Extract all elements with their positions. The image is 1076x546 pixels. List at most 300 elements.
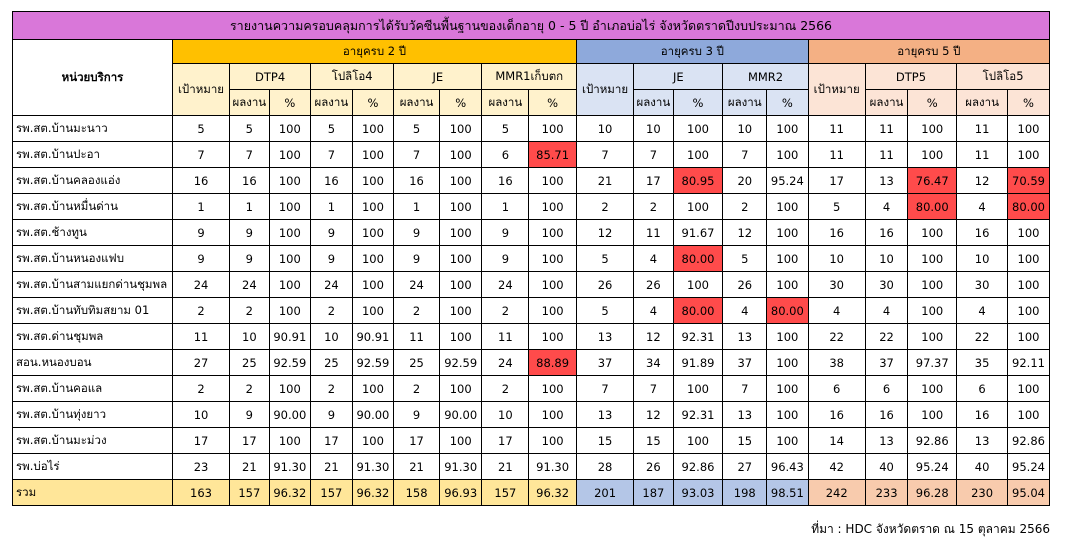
pct-cell: 100 (439, 220, 482, 246)
count-cell: 38 (808, 350, 865, 376)
table-row (13, 246, 1050, 272)
table-row (13, 116, 1050, 142)
pct-cell: 100 (352, 428, 394, 454)
group-age-2: อายุครบ 2 ปี (172, 40, 576, 64)
total-cell: 93.03 (673, 480, 723, 506)
pct-cell: 100 (1008, 246, 1050, 272)
pct-cell: 100 (673, 116, 723, 142)
pct-cell: 92.86 (673, 454, 723, 480)
count-cell: 4 (634, 246, 673, 272)
count-cell: 2 (482, 376, 529, 402)
result-header: ผลงาน (634, 90, 673, 116)
count-cell: 42 (808, 454, 865, 480)
unit-name: รพ.สต.บ้านหนองแฟบ (13, 246, 173, 272)
count-cell: 7 (394, 142, 440, 168)
count-cell: 21 (311, 454, 353, 480)
table-row (13, 350, 1050, 376)
pct-cell: 100 (269, 194, 311, 220)
count-cell: 7 (577, 142, 634, 168)
count-cell: 4 (865, 298, 908, 324)
count-cell: 9 (482, 220, 529, 246)
count-cell: 26 (577, 272, 634, 298)
count-cell: 16 (957, 402, 1008, 428)
unit-name: รพ.สต.ด่านชุมพล (13, 324, 173, 350)
total-cell: 96.32 (529, 480, 577, 506)
pct-cell: 92.86 (1008, 428, 1050, 454)
pct-cell: 100 (673, 376, 723, 402)
count-cell: 15 (577, 428, 634, 454)
unit-name: รพ.บ่อไร่ (13, 454, 173, 480)
count-cell: 40 (865, 454, 908, 480)
pct-cell: 100 (352, 116, 394, 142)
pct-cell: 100 (529, 116, 577, 142)
count-cell: 4 (865, 194, 908, 220)
count-cell: 6 (808, 376, 865, 402)
count-cell: 15 (723, 428, 767, 454)
vaccine-header-je-age3: JE (634, 64, 723, 90)
pct-cell: 100 (529, 428, 577, 454)
total-cell: 230 (957, 480, 1008, 506)
count-cell: 11 (957, 142, 1008, 168)
pct-cell: 100 (767, 324, 809, 350)
pct-cell: 80.00 (767, 298, 809, 324)
count-cell: 24 (394, 272, 440, 298)
pct-cell: 100 (767, 246, 809, 272)
count-cell: 7 (172, 142, 229, 168)
pct-header: % (1008, 90, 1050, 116)
count-cell: 30 (865, 272, 908, 298)
vaccine-header-je-age2: JE (394, 64, 482, 90)
pct-cell: 100 (439, 376, 482, 402)
pct-cell: 100 (908, 376, 957, 402)
pct-cell: 100 (352, 168, 394, 194)
vaccine-header-mmr1: MMR1เก็บตก (482, 64, 577, 90)
total-cell: 98.51 (767, 480, 809, 506)
target-header-age3: เป้าหมาย (577, 64, 634, 116)
pct-cell: 100 (352, 220, 394, 246)
count-cell: 27 (723, 454, 767, 480)
total-cell: 96.28 (908, 480, 957, 506)
count-cell: 17 (482, 428, 529, 454)
pct-cell: 100 (1008, 116, 1050, 142)
count-cell: 4 (957, 194, 1008, 220)
table-row (13, 194, 1050, 220)
count-cell: 11 (482, 324, 529, 350)
count-cell: 1 (230, 194, 269, 220)
count-cell: 6 (957, 376, 1008, 402)
pct-header: % (352, 90, 394, 116)
group-age-5: อายุครบ 5 ปี (808, 40, 1049, 64)
unit-name: รพ.สต.บ้านหมื่นด่าน (13, 194, 173, 220)
pct-cell: 100 (439, 428, 482, 454)
pct-cell: 100 (908, 142, 957, 168)
pct-cell: 100 (269, 272, 311, 298)
unit-name: รพ.สต.บ้านมะม่วง (13, 428, 173, 454)
count-cell: 35 (957, 350, 1008, 376)
vaccine-header-polio5: โปลิโอ5 (957, 64, 1050, 90)
pct-cell: 100 (269, 376, 311, 402)
pct-cell: 100 (673, 142, 723, 168)
total-label: รวม (13, 480, 173, 506)
pct-cell: 95.24 (767, 168, 809, 194)
count-cell: 10 (865, 246, 908, 272)
count-cell: 4 (808, 298, 865, 324)
pct-cell: 100 (529, 220, 577, 246)
pct-cell: 100 (529, 194, 577, 220)
count-cell: 16 (230, 168, 269, 194)
count-cell: 2 (394, 298, 440, 324)
pct-cell: 100 (269, 428, 311, 454)
pct-cell: 80.95 (673, 168, 723, 194)
result-header: ผลงาน (230, 90, 269, 116)
pct-cell: 100 (439, 116, 482, 142)
pct-cell: 91.30 (269, 454, 311, 480)
count-cell: 5 (394, 116, 440, 142)
report-container (12, 11, 1050, 507)
pct-cell: 92.11 (1008, 350, 1050, 376)
report-title: รายงานความครอบคลุมการได้รับวัคซีนพื้นฐานของเด็กอายุ 0 - 5 ปี อำเภอบ่อไร่ จังหวัดตราดปีงบประมาณ 2566 (13, 12, 1050, 40)
count-cell: 9 (311, 220, 353, 246)
count-cell: 24 (482, 350, 529, 376)
pct-cell: 100 (352, 376, 394, 402)
count-cell: 9 (482, 246, 529, 272)
count-cell: 13 (723, 402, 767, 428)
total-cell: 96.93 (439, 480, 482, 506)
pct-cell: 100 (269, 116, 311, 142)
count-cell: 11 (808, 142, 865, 168)
count-cell: 2 (577, 194, 634, 220)
count-cell: 10 (230, 324, 269, 350)
pct-cell: 80.00 (1008, 194, 1050, 220)
pct-cell: 100 (767, 116, 809, 142)
pct-cell: 100 (352, 142, 394, 168)
count-cell: 22 (808, 324, 865, 350)
count-cell: 7 (723, 142, 767, 168)
count-cell: 6 (865, 376, 908, 402)
result-header: ผลงาน (957, 90, 1008, 116)
pct-cell: 91.89 (673, 350, 723, 376)
pct-header: % (767, 90, 809, 116)
count-cell: 5 (230, 116, 269, 142)
count-cell: 1 (394, 194, 440, 220)
count-cell: 2 (311, 298, 353, 324)
total-cell: 242 (808, 480, 865, 506)
pct-cell: 100 (1008, 272, 1050, 298)
count-cell: 22 (865, 324, 908, 350)
pct-cell: 100 (529, 298, 577, 324)
pct-cell: 100 (767, 194, 809, 220)
count-cell: 11 (172, 324, 229, 350)
pct-cell: 92.31 (673, 402, 723, 428)
result-header: ผลงาน (723, 90, 767, 116)
total-cell: 187 (634, 480, 673, 506)
pct-cell: 100 (439, 324, 482, 350)
total-cell: 95.04 (1008, 480, 1050, 506)
pct-cell: 97.37 (908, 350, 957, 376)
pct-cell: 100 (767, 428, 809, 454)
pct-cell: 80.00 (673, 246, 723, 272)
vaccine-header-dtp5: DTP5 (865, 64, 956, 90)
count-cell: 13 (577, 402, 634, 428)
table-row (13, 402, 1050, 428)
pct-cell: 100 (908, 402, 957, 428)
count-cell: 9 (230, 246, 269, 272)
count-cell: 2 (230, 376, 269, 402)
pct-cell: 100 (908, 298, 957, 324)
pct-cell: 80.00 (673, 298, 723, 324)
count-cell: 2 (723, 194, 767, 220)
pct-cell: 90.00 (352, 402, 394, 428)
pct-cell: 100 (529, 168, 577, 194)
pct-cell: 100 (767, 350, 809, 376)
pct-cell: 92.59 (352, 350, 394, 376)
count-cell: 7 (230, 142, 269, 168)
pct-cell: 100 (529, 272, 577, 298)
pct-cell: 100 (908, 220, 957, 246)
count-cell: 2 (482, 298, 529, 324)
count-cell: 21 (394, 454, 440, 480)
count-cell: 2 (634, 194, 673, 220)
pct-cell: 90.00 (439, 402, 482, 428)
unit-name: รพ.สต.บ้านทุ่งยาว (13, 402, 173, 428)
pct-cell: 92.86 (908, 428, 957, 454)
count-cell: 13 (865, 428, 908, 454)
pct-cell: 95.24 (908, 454, 957, 480)
count-cell: 26 (723, 272, 767, 298)
count-cell: 37 (723, 350, 767, 376)
count-cell: 5 (577, 298, 634, 324)
pct-cell: 100 (767, 220, 809, 246)
pct-cell: 100 (352, 272, 394, 298)
pct-cell: 92.59 (269, 350, 311, 376)
count-cell: 2 (172, 298, 229, 324)
pct-cell: 100 (767, 376, 809, 402)
pct-cell: 100 (908, 246, 957, 272)
pct-header: % (269, 90, 311, 116)
pct-cell: 100 (439, 246, 482, 272)
count-cell: 12 (723, 220, 767, 246)
count-cell: 40 (957, 454, 1008, 480)
pct-cell: 100 (529, 402, 577, 428)
count-cell: 10 (957, 246, 1008, 272)
count-cell: 7 (311, 142, 353, 168)
pct-cell: 100 (673, 194, 723, 220)
pct-header: % (439, 90, 482, 116)
count-cell: 9 (230, 402, 269, 428)
pct-cell: 100 (767, 402, 809, 428)
unit-name: รพ.สต.บ้านมะนาว (13, 116, 173, 142)
pct-cell: 100 (1008, 298, 1050, 324)
unit-name: รพ.สต.ช้างทูน (13, 220, 173, 246)
pct-cell: 100 (908, 324, 957, 350)
table-row (13, 272, 1050, 298)
count-cell: 21 (230, 454, 269, 480)
count-cell: 25 (311, 350, 353, 376)
count-cell: 26 (634, 454, 673, 480)
total-cell: 158 (394, 480, 440, 506)
unit-name: รพ.สต.บ้านทับทิมสยาม 01 (13, 298, 173, 324)
count-cell: 13 (577, 324, 634, 350)
count-cell: 17 (230, 428, 269, 454)
unit-name: สอน.หนองบอน (13, 350, 173, 376)
count-cell: 9 (394, 246, 440, 272)
count-cell: 11 (634, 220, 673, 246)
total-cell: 157 (230, 480, 269, 506)
table-row (13, 376, 1050, 402)
pct-cell: 90.91 (269, 324, 311, 350)
pct-cell: 90.91 (352, 324, 394, 350)
count-cell: 25 (230, 350, 269, 376)
pct-cell: 100 (1008, 220, 1050, 246)
pct-header: % (908, 90, 957, 116)
total-cell: 163 (172, 480, 229, 506)
total-cell: 198 (723, 480, 767, 506)
pct-cell: 100 (767, 272, 809, 298)
total-cell: 157 (482, 480, 529, 506)
pct-cell: 100 (908, 272, 957, 298)
pct-cell: 92.31 (673, 324, 723, 350)
count-cell: 2 (311, 376, 353, 402)
count-cell: 24 (172, 272, 229, 298)
pct-header: % (529, 90, 577, 116)
count-cell: 5 (577, 246, 634, 272)
total-cell: 96.32 (269, 480, 311, 506)
result-header: ผลงาน (311, 90, 353, 116)
count-cell: 10 (723, 116, 767, 142)
count-cell: 10 (808, 246, 865, 272)
count-cell: 21 (482, 454, 529, 480)
count-cell: 24 (482, 272, 529, 298)
count-cell: 16 (957, 220, 1008, 246)
count-cell: 37 (865, 350, 908, 376)
count-cell: 5 (311, 116, 353, 142)
count-cell: 21 (577, 168, 634, 194)
count-cell: 9 (394, 402, 440, 428)
vaccine-header-mmr2: MMR2 (723, 64, 808, 90)
unit-name: รพ.สต.บ้านปะอา (13, 142, 173, 168)
count-cell: 7 (634, 142, 673, 168)
result-header: ผลงาน (865, 90, 908, 116)
count-cell: 34 (634, 350, 673, 376)
pct-cell: 100 (352, 194, 394, 220)
count-cell: 26 (634, 272, 673, 298)
pct-cell: 91.30 (439, 454, 482, 480)
pct-cell: 100 (439, 168, 482, 194)
pct-cell: 100 (269, 142, 311, 168)
count-cell: 7 (634, 376, 673, 402)
count-cell: 4 (957, 298, 1008, 324)
target-header-age5: เป้าหมาย (808, 64, 865, 116)
count-cell: 16 (394, 168, 440, 194)
pct-cell: 100 (269, 246, 311, 272)
pct-cell: 100 (269, 298, 311, 324)
pct-cell: 91.30 (529, 454, 577, 480)
pct-cell: 100 (439, 272, 482, 298)
count-cell: 17 (172, 428, 229, 454)
count-cell: 1 (172, 194, 229, 220)
pct-cell: 100 (767, 142, 809, 168)
target-header-age2: เป้าหมาย (172, 64, 229, 116)
count-cell: 11 (394, 324, 440, 350)
count-cell: 13 (723, 324, 767, 350)
count-cell: 11 (808, 116, 865, 142)
count-cell: 37 (577, 350, 634, 376)
count-cell: 17 (311, 428, 353, 454)
pct-cell: 100 (1008, 376, 1050, 402)
count-cell: 9 (172, 220, 229, 246)
count-cell: 12 (577, 220, 634, 246)
count-cell: 9 (172, 246, 229, 272)
count-cell: 16 (311, 168, 353, 194)
pct-cell: 100 (673, 272, 723, 298)
pct-cell: 91.67 (673, 220, 723, 246)
count-cell: 10 (311, 324, 353, 350)
pct-cell: 100 (439, 194, 482, 220)
group-age-3: อายุครบ 3 ปี (577, 40, 809, 64)
count-cell: 17 (634, 168, 673, 194)
pct-cell: 100 (673, 428, 723, 454)
total-cell: 157 (311, 480, 353, 506)
count-cell: 15 (634, 428, 673, 454)
count-cell: 9 (311, 402, 353, 428)
unit-name: รพ.สต.บ้านคอแล (13, 376, 173, 402)
coverage-table (12, 11, 1050, 506)
count-cell: 12 (634, 402, 673, 428)
count-cell: 16 (482, 168, 529, 194)
table-row (13, 428, 1050, 454)
count-cell: 5 (172, 116, 229, 142)
pct-cell: 100 (439, 142, 482, 168)
count-cell: 24 (230, 272, 269, 298)
count-cell: 16 (808, 220, 865, 246)
count-cell: 10 (172, 402, 229, 428)
count-cell: 28 (577, 454, 634, 480)
count-cell: 10 (634, 116, 673, 142)
count-cell: 13 (865, 168, 908, 194)
pct-cell: 91.30 (352, 454, 394, 480)
count-cell: 11 (957, 116, 1008, 142)
result-header: ผลงาน (482, 90, 529, 116)
pct-cell: 100 (529, 376, 577, 402)
count-cell: 6 (482, 142, 529, 168)
unit-name: รพ.สต.บ้านคลองแอ่ง (13, 168, 173, 194)
count-cell: 11 (865, 116, 908, 142)
count-cell: 22 (957, 324, 1008, 350)
pct-cell: 95.24 (1008, 454, 1050, 480)
count-cell: 16 (865, 402, 908, 428)
pct-cell: 100 (269, 168, 311, 194)
count-cell: 9 (311, 246, 353, 272)
count-cell: 2 (230, 298, 269, 324)
count-cell: 20 (723, 168, 767, 194)
pct-cell: 70.59 (1008, 168, 1050, 194)
count-cell: 10 (577, 116, 634, 142)
pct-cell: 76.47 (908, 168, 957, 194)
count-cell: 7 (723, 376, 767, 402)
table-row (13, 168, 1050, 194)
count-cell: 7 (577, 376, 634, 402)
count-cell: 24 (311, 272, 353, 298)
pct-cell: 96.43 (767, 454, 809, 480)
count-cell: 2 (172, 376, 229, 402)
count-cell: 25 (394, 350, 440, 376)
count-cell: 14 (808, 428, 865, 454)
count-cell: 16 (172, 168, 229, 194)
pct-cell: 88.89 (529, 350, 577, 376)
pct-cell: 100 (352, 298, 394, 324)
pct-cell: 100 (529, 324, 577, 350)
count-cell: 11 (865, 142, 908, 168)
